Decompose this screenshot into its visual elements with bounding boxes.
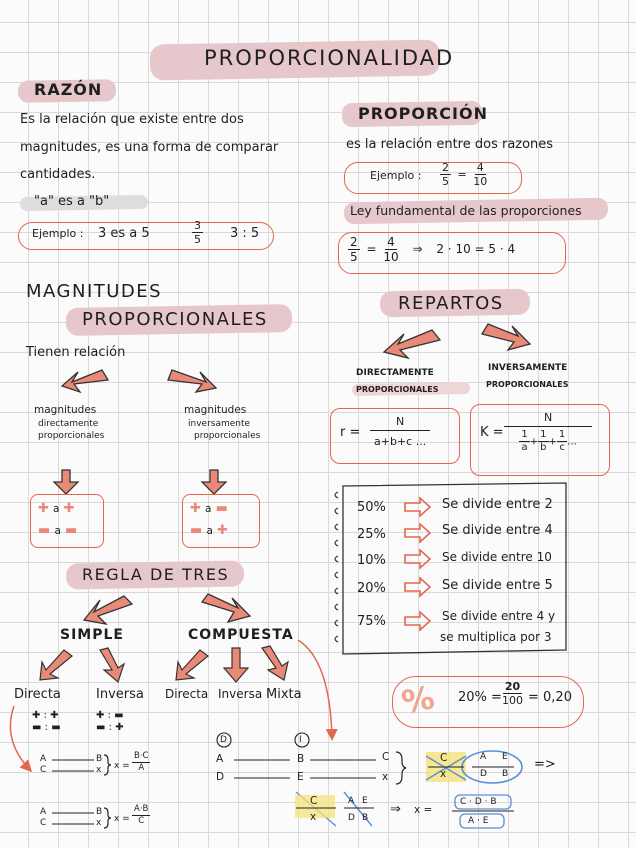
plus-icon: ✚ — [50, 710, 59, 721]
plus-icon: ✚ — [38, 501, 49, 516]
minus-icon: ▬ — [65, 523, 78, 538]
razon-heading: RAZÓN — [34, 80, 103, 99]
frac-num: A·B — [134, 804, 149, 814]
frac-num: 2 — [350, 235, 358, 249]
spiral-marks — [335, 492, 338, 642]
minus-icon: ▬ — [215, 501, 228, 516]
plus-icon: ✚ — [96, 710, 105, 721]
percent-example-frac — [502, 681, 523, 706]
razon-quote: "a" es a "b" — [34, 194, 110, 209]
regla-directa: Directa — [14, 687, 61, 702]
frac-den: 5 — [442, 175, 449, 188]
cross-B: B — [502, 769, 509, 779]
magnitudes-heading-1: MAGNITUDES — [26, 281, 163, 302]
comp-result-lhs: x = — [414, 804, 433, 816]
inversa-signs: ✚ : ▬ ▬ : ✚ — [96, 710, 124, 733]
mark-d: D — [220, 735, 227, 745]
strike-D: D — [348, 813, 355, 823]
regla-compuesta: COMPUESTA — [188, 627, 294, 643]
cross-x: x — [440, 768, 447, 780]
proporcion-def: es la relación entre dos razones — [346, 137, 554, 152]
f1-A: A — [40, 754, 47, 764]
frac-den: 10 — [383, 250, 399, 264]
frac-num: 1 — [540, 429, 547, 440]
razon-example-fraction — [192, 220, 203, 245]
strike-A: A — [348, 796, 355, 806]
implies-icon-1: => — [534, 757, 556, 772]
letter-a: a — [205, 503, 212, 515]
strike-B: B — [362, 813, 369, 823]
magnitudes-left-2: directamente — [38, 419, 99, 429]
frac-den: c — [559, 442, 565, 453]
letter-a: a — [206, 525, 213, 537]
letter-a: a — [54, 525, 61, 537]
implies-icon: ⇒ — [412, 242, 423, 256]
minus-icon: ▬ — [32, 722, 42, 733]
ley-example-eq: $\frac{2}{5}$ = $\frac{4}{10}$ ⇒ 2 · 10 = 5 · 4 — [350, 235, 516, 264]
frac-num: 1 — [521, 429, 528, 440]
frac-den: $\frac{1}{a}$ + $\frac{1}{b}$ + $\frac{1}{c}$ ... — [521, 429, 577, 453]
razon-def-line-2: magnitudes, es una forma de comparar — [20, 140, 279, 155]
arrow-small-set-icon — [40, 646, 288, 682]
percent-example-rhs: = 0,20 — [528, 690, 572, 705]
comp-E: E — [297, 771, 304, 783]
strike-x: x — [310, 811, 317, 823]
directa-symbols — [38, 498, 77, 542]
percent-arrow-icons — [405, 498, 430, 630]
magnitudes-left-1: magnitudes — [34, 404, 97, 416]
f1-lhs: x = — [114, 761, 130, 771]
f2-x: x — [96, 818, 102, 828]
frac-num: N — [504, 412, 592, 427]
razon-example-label: Ejemplo : — [32, 227, 84, 240]
pct-75: 75% — [357, 614, 386, 629]
comp-A: A — [216, 753, 224, 765]
f1-x: x — [96, 765, 102, 775]
mark-i: I — [299, 735, 302, 745]
regla-inversa-2: Inversa — [218, 687, 263, 701]
plus-icon: ✚ — [32, 710, 41, 721]
letter-a: a — [53, 503, 60, 515]
cross-D: D — [480, 769, 487, 779]
frac-den: a+b+c ... — [374, 435, 427, 448]
frac-den: A — [138, 762, 145, 773]
minus-icon: ▬ — [51, 722, 61, 733]
plus-icon: ✚ — [217, 523, 228, 538]
razon-def-line-3: cantidades. — [20, 167, 96, 182]
directa-signs: ✚ : ✚ ▬ : ▬ — [32, 710, 61, 733]
magnitudes-heading-2: PROPORCIONALES — [82, 309, 268, 330]
frac-num: 1 — [558, 429, 566, 440]
f2-B: B — [96, 807, 103, 817]
razon-example-ratio: 3 : 5 — [230, 226, 260, 241]
regla-directa-2: Directa — [165, 687, 209, 701]
minus-icon: ▬ — [96, 722, 106, 733]
magnitudes-right-2: inversamente — [188, 419, 251, 429]
plus-icon: ✚ — [190, 501, 201, 516]
ley-result: 2 · 10 = 5 · 4 — [436, 242, 516, 256]
k-fraction — [504, 412, 592, 453]
cross-A: A — [480, 752, 487, 762]
f1-B: B — [96, 754, 103, 764]
frac-num: B·C — [134, 751, 149, 761]
arrow-down-icon — [54, 470, 226, 494]
plus-icon: ✚ — [63, 501, 75, 516]
pct-50: 50% — [357, 500, 386, 515]
razon-example-text: 3 es a 5 — [98, 226, 150, 241]
cross-E: E — [502, 752, 508, 762]
k-label: K = — [480, 425, 504, 440]
comp-result-den: A · E — [468, 816, 489, 826]
frac-num: 4 — [387, 235, 395, 249]
frac-num: 4 — [476, 161, 484, 174]
pct-25-text: Se divide entre 4 — [442, 523, 553, 538]
razon-def-line-1: Es la relación que existe entre dos — [20, 112, 244, 127]
comp-result-num: C · D · B — [460, 797, 497, 807]
frac-den: 10 — [473, 175, 488, 188]
strike-C: C — [310, 795, 318, 807]
frac-den: C — [138, 815, 145, 826]
minus-icon: ▬ — [114, 710, 124, 721]
pct-50-text: Se divide entre 2 — [442, 497, 553, 512]
regla-inversa: Inversa — [96, 687, 144, 702]
page-title: PROPORCIONALIDAD — [204, 46, 455, 70]
frac-num: 3 — [194, 219, 201, 232]
frac-num: 2 — [442, 161, 449, 174]
repartos-left-title-2: PROPORCIONALES — [356, 385, 439, 394]
regla-mixta: Mixta — [266, 687, 302, 702]
arrow-repartos-left-icon — [384, 330, 440, 358]
arrow-regla-left-icon — [84, 596, 132, 624]
frac-num: 20 — [504, 680, 521, 693]
comp-B: B — [297, 753, 305, 765]
f1-fraction — [132, 752, 150, 772]
frac-den: 5 — [194, 233, 201, 246]
pct-10-text: Se divide entre 10 — [442, 550, 552, 564]
regla-heading: REGLA DE TRES — [82, 565, 230, 584]
arrow-down-left-icon — [62, 370, 108, 392]
plus-icon: ✚ — [115, 722, 124, 733]
pct-10: 10% — [357, 553, 386, 568]
r-label: r = — [340, 425, 361, 440]
pct-20-text: Se divide entre 5 — [442, 578, 553, 593]
minus-icon: ▬ — [190, 523, 203, 538]
arrow-down-right-icon — [168, 370, 216, 392]
frac-den: 100 — [502, 694, 523, 707]
f1-C: C — [40, 765, 47, 775]
inversa-symbols — [190, 498, 228, 542]
f2-lhs: x = — [114, 814, 130, 824]
regla-simple: SIMPLE — [60, 627, 124, 643]
strike-E: E — [362, 796, 368, 806]
frac-den: b — [540, 442, 547, 453]
frac-num: N — [370, 416, 430, 431]
f2-fraction — [132, 805, 150, 825]
pct-20: 20% — [357, 581, 386, 596]
k-tail: ... — [567, 436, 577, 448]
repartos-right-title-1: INVERSAMENTE — [488, 363, 568, 373]
implies-icon-2: ⇒ — [390, 802, 401, 817]
arrow-regla-right-icon — [202, 594, 250, 622]
magnitudes-left-3: proporcionales — [38, 431, 105, 441]
proporcion-example-eq: $\frac{2}{5}$ = $\frac{4}{10}$ — [442, 161, 488, 188]
arrow-repartos-right-icon — [482, 324, 530, 350]
minus-icon: ▬ — [38, 523, 51, 538]
magnitudes-right-3: proporcionales — [194, 431, 261, 441]
percent-example-lhs: 20% = — [458, 690, 502, 705]
repartos-left-title-1: DIRECTAMENTE — [356, 368, 434, 378]
cross-C: C — [440, 752, 448, 764]
proporcion-example-label: Ejemplo : — [370, 169, 422, 182]
proporcion-heading: PROPORCIÓN — [358, 104, 488, 123]
frac-den: 5 — [350, 250, 358, 264]
percent-symbol-icon: % — [398, 678, 438, 722]
pct-75-text: Se divide entre 4 y — [442, 609, 556, 623]
magnitudes-intro: Tienen relación — [26, 345, 126, 360]
comp-x: x — [382, 771, 389, 783]
comp-C: C — [382, 751, 390, 763]
repartos-right-title-2: PROPORCIONALES — [486, 380, 569, 389]
comp-D: D — [216, 771, 225, 783]
ley-fundamental: Ley fundamental de las proporciones — [350, 203, 582, 218]
r-fraction — [370, 416, 430, 447]
f2-C: C — [40, 818, 47, 828]
pct-25: 25% — [357, 527, 386, 542]
f2-A: A — [40, 807, 47, 817]
frac-den: a — [521, 442, 528, 453]
pct-75-text-2: se multiplica por 3 — [440, 630, 552, 644]
magnitudes-right-1: magnitudes — [184, 404, 247, 416]
repartos-heading: REPARTOS — [398, 293, 504, 314]
